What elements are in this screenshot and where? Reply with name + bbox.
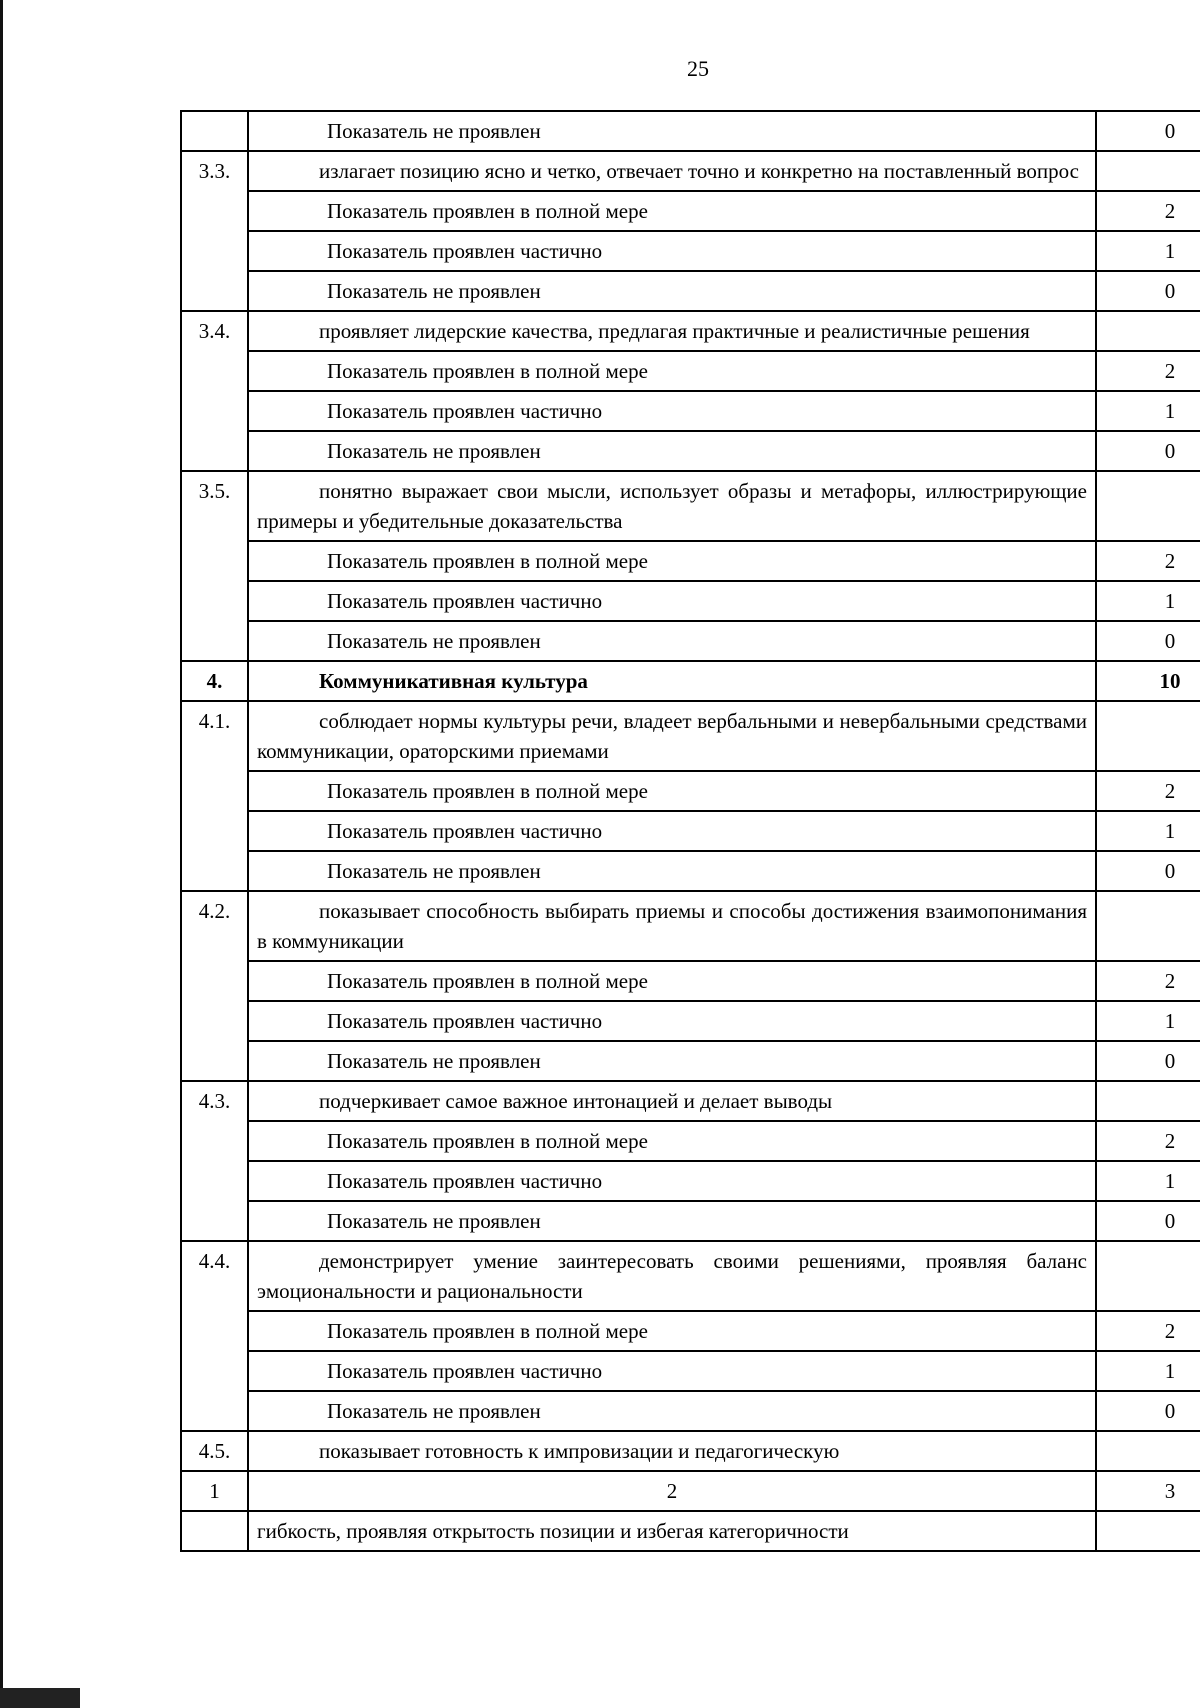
indicator-label: Показатель проявлен в полной мере [248,191,1096,231]
indicator-label: Показатель проявлен в полной мере [248,1311,1096,1351]
indicator-row [181,1161,1200,1201]
criterion-text-continued: гибкость, проявляя открытость позиции и избегая категоричности [248,1511,1096,1551]
indicator-row [181,961,1200,1001]
indicator-row [181,621,1200,661]
criterion-text: демонстрирует умение заинтересовать своими решениями, проявляя баланс эмоциональности и рациональности [248,1241,1096,1311]
score-value [1096,471,1200,541]
indicator-label: Показатель проявлен в полной мере [248,961,1096,1001]
indicator-row [181,541,1200,581]
score-value: 1 [1096,231,1200,271]
criterion-row [181,1431,1200,1471]
continuation-row [181,1511,1200,1551]
score-value: 2 [1096,1311,1200,1351]
indicator-label: Показатель проявлен в полной мере [248,351,1096,391]
criterion-row [181,701,1200,771]
indicator-row [181,391,1200,431]
indicator-label: Показатель не проявлен [248,1041,1096,1081]
section-row [181,661,1200,701]
item-number: 1 [181,1471,248,1511]
criterion-row [181,1241,1200,1311]
score-value: 0 [1096,431,1200,471]
criterion-text: проявляет лидерские качества, предлагая практичные и реалистичные решения [248,311,1096,351]
criterion-row [181,1081,1200,1121]
score-value: 0 [1096,111,1200,151]
column-numbers-row [181,1471,1200,1511]
section-title: Коммуникативная культура [248,661,1096,701]
indicator-row [181,351,1200,391]
indicator-label: Показатель не проявлен [248,271,1096,311]
item-number: 3.3. [181,151,248,311]
item-number: 4.2. [181,891,248,1081]
indicator-row [181,1201,1200,1241]
indicator-label: Показатель не проявлен [248,621,1096,661]
scan-left-edge [0,0,3,1708]
criterion-row [181,151,1200,191]
score-value: 0 [1096,851,1200,891]
score-value: 1 [1096,1001,1200,1041]
indicator-label: Показатель не проявлен [248,1201,1096,1241]
criterion-row [181,891,1200,961]
indicator-row [181,811,1200,851]
indicator-label: Показатель не проявлен [248,1391,1096,1431]
item-number: 4.4. [181,1241,248,1431]
score-value: 0 [1096,1041,1200,1081]
indicator-row [181,111,1200,151]
score-value: 0 [1096,1391,1200,1431]
score-value [1096,891,1200,961]
indicator-label: Показатель не проявлен [248,431,1096,471]
item-number: 3.5. [181,471,248,661]
indicator-label: Показатель проявлен частично [248,1001,1096,1041]
criterion-text: понятно выражает свои мысли, использует образы и метафоры, иллюстрирующие примеры и убедительные доказательства [248,471,1096,541]
page-number: 25 [687,56,709,81]
score-value [1096,1241,1200,1311]
item-number: 4.3. [181,1081,248,1241]
item-number: 4.5. [181,1431,248,1471]
indicator-label: Показатель проявлен частично [248,581,1096,621]
score-value [1096,1081,1200,1121]
score-value: 10 [1096,661,1200,701]
criterion-row [181,311,1200,351]
score-value: 2 [1096,351,1200,391]
item-number: 4.1. [181,701,248,891]
indicator-label: Показатель проявлен частично [248,811,1096,851]
item-number: 3.4. [181,311,248,471]
scan-bottom-corner [0,1688,80,1708]
score-value: 0 [1096,621,1200,661]
score-value: 2 [1096,1121,1200,1161]
criterion-text: излагает позицию ясно и четко, отвечает точно и конкретно на поставленный вопрос [248,151,1096,191]
score-value: 2 [1096,961,1200,1001]
indicator-label: Показатель проявлен в полной мере [248,771,1096,811]
criteria-table-body [181,111,1200,1551]
indicator-label: Показатель не проявлен [248,851,1096,891]
score-value [1096,701,1200,771]
indicator-row [181,1391,1200,1431]
indicator-row [181,191,1200,231]
criteria-table [180,110,1200,1552]
indicator-row [181,851,1200,891]
indicator-row [181,271,1200,311]
indicator-row [181,231,1200,271]
score-value: 1 [1096,1161,1200,1201]
column-number: 3 [1096,1471,1200,1511]
score-value [1096,311,1200,351]
indicator-row [181,771,1200,811]
indicator-row [181,1121,1200,1161]
criterion-text: показывает способность выбирать приемы и способы достижения взаимопонимания в коммуникации [248,891,1096,961]
indicator-label: Показатель не проявлен [248,111,1096,151]
score-value [1096,151,1200,191]
score-value: 1 [1096,811,1200,851]
indicator-row [181,1311,1200,1351]
indicator-label: Показатель проявлен частично [248,1351,1096,1391]
indicator-label: Показатель проявлен частично [248,1161,1096,1201]
score-value: 1 [1096,581,1200,621]
score-value: 1 [1096,1351,1200,1391]
criterion-text: соблюдает нормы культуры речи, владеет вербальными и невербальными средствами коммуникации, ораторскими приемами [248,701,1096,771]
criterion-text: показывает готовность к импровизации и педагогическую [248,1431,1096,1471]
score-value [1096,1511,1200,1551]
score-value: 0 [1096,271,1200,311]
indicator-row [181,1351,1200,1391]
indicator-row [181,431,1200,471]
criterion-row [181,471,1200,541]
score-value: 0 [1096,1201,1200,1241]
score-value: 2 [1096,541,1200,581]
indicator-label: Показатель проявлен частично [248,231,1096,271]
item-number: 4. [181,661,248,701]
indicator-row [181,1001,1200,1041]
score-value: 2 [1096,771,1200,811]
score-value [1096,1431,1200,1471]
score-value: 2 [1096,191,1200,231]
score-value: 1 [1096,391,1200,431]
indicator-label: Показатель проявлен в полной мере [248,1121,1096,1161]
item-number [181,111,248,151]
column-number: 2 [248,1471,1096,1511]
indicator-row [181,581,1200,621]
indicator-row [181,1041,1200,1081]
indicator-label: Показатель проявлен в полной мере [248,541,1096,581]
criterion-text: подчеркивает самое важное интонацией и делает выводы [248,1081,1096,1121]
item-number [181,1511,248,1551]
indicator-label: Показатель проявлен частично [248,391,1096,431]
